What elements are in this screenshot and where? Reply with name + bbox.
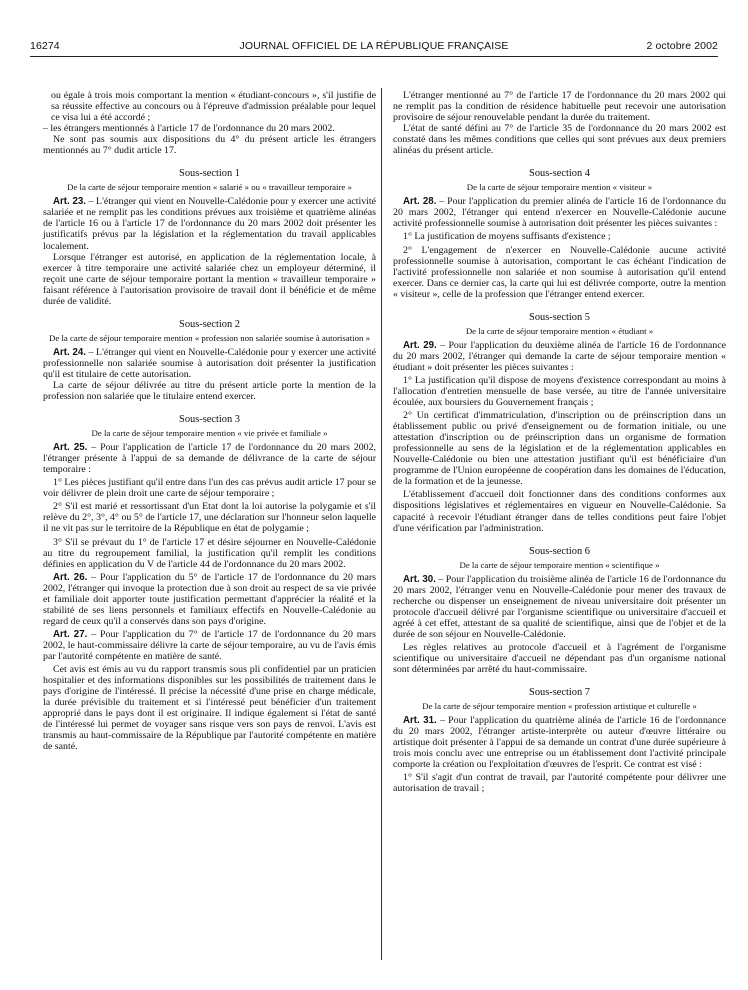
- article-27: [43, 629, 376, 662]
- article-label: Art. 26.: [53, 571, 88, 583]
- journal-title: JOURNAL OFFICIEL DE LA RÉPUBLIQUE FRANÇAISE: [239, 40, 509, 52]
- article-label: Art. 23.: [53, 196, 86, 208]
- paragraph: 2° S'il est marié et ressortissant d'un Etat dont la loi autorise la polygamie et s'il relève du 2°, 3°, 4° ou 5° de l'article 17, une déclaration sur l'honneur selon laquelle il ne vit pas sur le territoire de la République en état de polygamie ;: [43, 501, 376, 535]
- publication-date: 2 octobre 2002: [646, 40, 718, 52]
- article-text: – Pour l'application du 7° de l'article 17 de l'ordonnance du 20 mars 2002, le haut-commissaire délivre la carte de séjour temporaire, au vu de l'avis émis par l'autorité compétente en matière de santé.: [43, 628, 376, 662]
- paragraph: 1° La justification de moyens suffisants d'existence ;: [403, 231, 611, 243]
- column-divider: [381, 88, 382, 960]
- list-item: – les étrangers mentionnés à l'article 17 de l'ordonnance du 20 mars 2002.: [43, 123, 335, 135]
- paragraph: L'établissement d'accueil doit fonctionner dans des conditions conformes aux dispositions législatives et réglementaires en vigueur en Nouvelle-Calédonie. Sa capacité à recevoir l'étudiant étranger dans de telles conditions peut faire l'objet d'une vérification par l'administration.: [393, 489, 726, 534]
- paragraph: L'état de santé défini au 7° de l'article 35 de l'ordonnance du 20 mars 2002 est constaté dans les mêmes conditions que celles qui sont prévues aux deux premiers alinéas du présent article.: [393, 123, 726, 157]
- right-column: [393, 90, 726, 794]
- subsection-title: De la carte de séjour temporaire mention « vie privée et familiale »: [91, 428, 328, 439]
- article-label: Art. 29.: [403, 339, 437, 351]
- article-30: [393, 574, 726, 640]
- article-text: – Pour l'application de l'article 17 de l'ordonnance du 20 mars 2002, l'étranger présente à l'appui de sa demande de délivrance de la carte de séjour temporaire :: [43, 442, 376, 476]
- article-text: – Pour l'application du premier alinéa de l'article 16 de l'ordonnance du 20 mars 2002, l'étranger qui entend n'exercer en Nouvelle-Calédonie aucune activité professionnelle soumise à autorisation doit présenter les pièces suivantes :: [393, 196, 727, 230]
- article-26: [43, 572, 376, 627]
- article-text: – L'étranger qui vient en Nouvelle-Calédonie pour y exercer une activité salariée et ne remplit pas les conditions prévues aux troisième et quatrième alinéas de l'article 16 ou à l'article 17 de l'ordonnance du 20 mars 2002 doit présenter les justificatifs prévus par la législation et la réglementation du travail applicables localement.: [43, 196, 377, 252]
- paragraph: Ne sont pas soumis aux dispositions du 4° du présent article les étrangers mentionnés au 7° dudit article 17.: [43, 134, 376, 157]
- subsection-title: De la carte de séjour temporaire mention « salarié » ou « travailleur temporaire »: [67, 182, 352, 193]
- article-label: Art. 24.: [53, 346, 86, 358]
- article-label: Art. 28.: [403, 196, 437, 208]
- article-label: Art. 25.: [53, 442, 88, 454]
- article-28: [393, 196, 726, 229]
- subsection-heading: Sous-section 4: [529, 168, 590, 180]
- paragraph: 1° La justification qu'il dispose de moyens d'existence correspondant au moins à l'allocation d'entretien mensuelle de base versée, au titre de l'année universitaire écoulée, aux boursiers du Gouvernement français ;: [393, 374, 726, 409]
- article-23: [43, 196, 376, 251]
- subsection-heading: Sous-section 6: [529, 545, 590, 557]
- article-text: – Pour l'application du deuxième alinéa de l'article 16 de l'ordonnance du 20 mars 2002, l'étranger qui demande la carte de séjour temporaire mention « étudiant » doit présenter les pièces suivantes :: [393, 339, 726, 373]
- paragraph: La carte de séjour délivrée au titre du présent article porte la mention de la profession non salariée que le titulaire entend exercer.: [43, 379, 376, 403]
- subsection-title: De la carte de séjour temporaire mention « visiteur »: [466, 182, 653, 193]
- subsection-title: De la carte de séjour temporaire mention « profession non salariée soumise à autorisation »: [49, 332, 370, 343]
- left-column: [43, 90, 376, 752]
- subsection-heading: Sous-section 3: [179, 414, 240, 426]
- article-label: Art. 31.: [403, 715, 437, 727]
- subsection-title: De la carte de séjour temporaire mention « étudiant »: [465, 325, 654, 336]
- article-label: Art. 30.: [403, 573, 436, 585]
- article-25: [43, 442, 376, 475]
- subsection-heading: Sous-section 2: [179, 318, 240, 330]
- paragraph: Cet avis est émis au vu du rapport transmis sous pli confidentiel par un praticien hospitalier et des informations disponibles sur les possibilités de traitement dans le pays d'origine de l'intéressé. Il précise la nécessité d'une prise en charge médicale, la durée prévisible du traitement et si l'intéressé peut bénéficier d'un traitement approprié dans le pays dont il est originaire. Il indique également si l'état de santé de l'intéressé lui permet de voyager sans risque vers son pays de renvoi. L'avis est transmis au haut-commissaire de la République par l'autorité compétente en matière de santé.: [43, 664, 376, 753]
- paragraph: 2° L'engagement de n'exercer en Nouvelle-Calédonie aucune activité professionnelle soumise à autorisation, comportant le cas échéant l'indication de l'activité professionnelle non salariée et non soumise à autorisation qu'il entend exercer. Dans ce dernier cas, la carte qui lui est délivrée comporte, outre la mention « visiteur », celle de la profession que l'étranger entend exercer.: [393, 244, 726, 300]
- paragraph: L'étranger mentionné au 7° de l'article 17 de l'ordonnance du 20 mars 2002 qui ne remplit pas la condition de résidence habituelle peut recevoir une autorisation provisoire de séjour renouvelable pendant la durée du traitement.: [393, 90, 726, 124]
- paragraph: 2° Un certificat d'immatriculation, d'inscription ou de préinscription dans un établissement public ou privé d'enseignement ou de formation initiale, ou une attestation d'inscription ou de préinscription dans un organisme de formation professionnelle au sens de la législation et de la réglementation applicables en Nouvelle-Calédonie ou bien une attestation justifiant qu'il est bénéficiaire d'un programme de l'Union européenne de coopération dans les domaines de l'éducation, de la formation et de la jeunesse.: [393, 410, 726, 488]
- paragraph: ou égale à trois mois comportant la mention « étudiant-concours », s'il justifie de sa réussite effective au concours ou à l'épreuve d'admission préalable pour lequel ce visa lui a été accordé ;: [51, 90, 376, 124]
- article-24: [43, 347, 376, 380]
- paragraph: Lorsque l'étranger est autorisé, en application de la réglementation locale, à exercer à titre temporaire une activité salariée chez un employeur déterminé, il reçoit une carte de séjour temporaire portant la mention « travailleur temporaire » faisant référence à l'autorisation provisoire de travail dont il bénéficie et de même durée de validité.: [43, 251, 376, 307]
- subsection-heading: Sous-section 5: [529, 311, 590, 323]
- subsection-title: De la carte de séjour temporaire mention « profession artistique et culturelle »: [422, 701, 697, 712]
- page-number: 16274: [30, 40, 60, 52]
- page-header: [30, 40, 718, 57]
- subsection-heading: Sous-section 1: [179, 168, 240, 180]
- article-text: – Pour l'application du 5° de l'article 17 de l'ordonnance du 20 mars 2002, l'étranger qui invoque la protection due à son droit au respect de sa vie privée et familiale doit apporter toute justification permettant d'apprécier la réalité et la stabilité de ses liens personnels et familiaux effectifs en Nouvelle-Calédonie au regard de ceux qu'il a conservés dans son pays d'origine.: [43, 571, 376, 627]
- paragraph: Les règles relatives au protocole d'accueil et à l'agrément de l'organisme scientifique ou universitaire d'accueil ne dépendant pas d'un organisme national sont déterminées par arrêté du haut-commissaire.: [393, 641, 726, 676]
- subsection-heading: Sous-section 7: [529, 687, 590, 699]
- article-text: – L'étranger qui vient en Nouvelle-Calédonie pour y exercer une activité professionnelle non salariée soumise à autorisation doit présenter la justification qu'il est titulaire de cette autorisation.: [43, 346, 377, 380]
- article-29: [393, 340, 726, 373]
- paragraph: 3° S'il se prévaut du 1° de l'article 17 et désire séjourner en Nouvelle-Calédonie au titre du regroupement familial, la justification qu'il remplit les conditions définies en application du V de l'article 44 de l'ordonnance du 20 mars 2002.: [43, 536, 376, 570]
- paragraph: 1° Les pièces justifiant qu'il entre dans l'un des cas prévus audit article 17 pour se voir délivrer de plein droit une carte de séjour temporaire ;: [43, 477, 376, 500]
- article-text: – Pour l'application du quatrième alinéa de l'article 16 de l'ordonnance du 20 mars 2002, l'étranger artiste-interprète ou auteur d'œuvre littéraire ou artistique doit présenter à l'appui de sa demande un contrat d'une durée supérieure à trois mois conclu avec une entreprise ou un établissement dont l'activité principale comporte la création ou l'exploitation d'œuvres de l'esprit. Ce contrat est visé :: [393, 715, 727, 771]
- subsection-title: De la carte de séjour temporaire mention « scientifique »: [459, 559, 660, 570]
- article-31: [393, 715, 726, 770]
- article-label: Art. 27.: [53, 628, 88, 640]
- paragraph: 1° S'il s'agit d'un contrat de travail, par l'autorité compétente pour délivrer une autorisation de travail ;: [393, 772, 726, 795]
- article-text: – Pour l'application du troisième alinéa de l'article 16 de l'ordonnance du 20 mars 2002, l'étranger venu en Nouvelle-Calédonie pour mener des travaux de recherche ou dispenser un enseignement de niveau universitaire doit présenter un protocole d'accueil délivré par l'organisme scientifique ou universitaire d'accueil et agréé à cet effet, attestant de sa qualité de scientifique, ainsi que de l'objet et de la durée de son séjour en Nouvelle-Calédonie.: [393, 573, 726, 640]
